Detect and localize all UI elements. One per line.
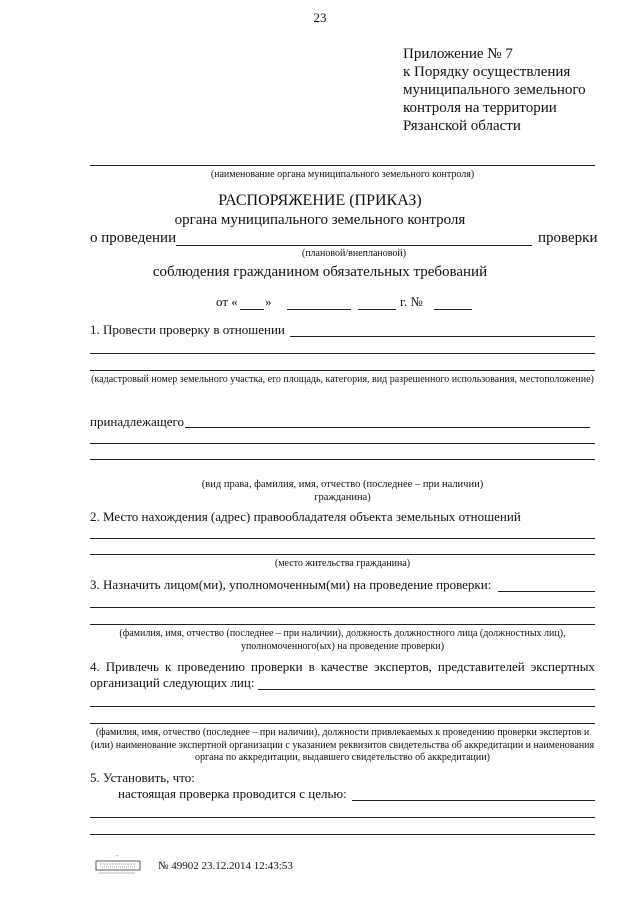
conduct-suffix: проверки <box>538 230 598 246</box>
section-1-fill-line <box>90 353 595 354</box>
purpose-fill-line <box>352 800 595 801</box>
section-4-fill-line <box>258 689 595 690</box>
purpose-fill-line <box>90 817 595 818</box>
belonging-fill-line <box>185 427 590 428</box>
belonging-caption: (вид права, фамилия, имя, отчество (последнее – при наличии) гражданина) <box>201 479 484 504</box>
date-month-line <box>287 309 351 310</box>
section-2-caption: (место жительства гражданина) <box>274 558 411 569</box>
page-number: 23 <box>313 10 327 25</box>
section-4-text-line2: организаций следующих лиц: <box>90 675 255 690</box>
section-2-fill-line <box>90 554 595 555</box>
appendix-line: контроля на территории <box>403 100 557 116</box>
appendix-line: к Порядку осуществления <box>403 64 571 80</box>
appendix-line: муниципального земельного <box>403 82 586 98</box>
authority-name-line <box>90 165 595 166</box>
section-3-caption: (фамилия, имя, отчество (последнее – при наличии), должность должностного лица (должностных лиц), уполномоченного(ых) на проведение проверки) <box>119 628 566 652</box>
year-number-label: г. № <box>400 294 423 309</box>
section-2-fill-line <box>90 538 595 539</box>
section-3-fill-line <box>498 591 595 592</box>
section-4-fill-line <box>90 723 595 724</box>
compliance-line: соблюдения гражданином обязательных требований <box>152 264 488 280</box>
appendix-line: Рязанской области <box>403 118 521 134</box>
appendix-line: Приложение № 7 <box>403 46 513 62</box>
section-1-fill-line <box>90 370 595 371</box>
order-number-line <box>434 309 472 310</box>
belonging-fill-line <box>90 459 595 460</box>
date-day-line <box>240 309 264 310</box>
date-prefix: от « <box>216 294 238 309</box>
section-4-fill-line <box>90 706 595 707</box>
section-1-text: 1. Провести проверку в отношении <box>90 322 285 337</box>
section-3-fill-line <box>90 607 595 608</box>
belonging-fill-line <box>90 443 595 444</box>
section-2-text: 2. Место нахождения (адрес) правообладателя объекта земельных отношений <box>90 509 521 524</box>
document-subtitle: органа муниципального земельного контроля <box>174 212 466 228</box>
purpose-label: настоящая проверка проводится с целью: <box>118 786 347 801</box>
inspection-type-line <box>176 245 532 246</box>
registration-stamp-icon <box>95 855 143 875</box>
inspection-type-caption: (плановой/внеплановой) <box>301 248 407 259</box>
svg-text:⌒: ⌒ <box>115 855 119 860</box>
document-title: РАСПОРЯЖЕНИЕ (ПРИКАЗ) <box>218 192 422 209</box>
registration-number: № 49902 23.12.2014 12:43:53 <box>158 860 293 872</box>
section-3-fill-line <box>90 624 595 625</box>
authority-caption: (наименование органа муниципального земельного контроля) <box>210 169 475 180</box>
section-1-caption: (кадастровый номер земельного участка, его площадь, категория, вид разрешенного использования, местоположение) <box>91 374 594 385</box>
belonging-label: принадлежащего <box>90 414 185 429</box>
purpose-fill-line <box>90 834 595 835</box>
section-1-fill-line <box>290 336 595 337</box>
date-quote-close: » <box>265 294 272 309</box>
appendix-block <box>403 45 586 135</box>
date-year-line <box>358 309 396 310</box>
section-4-text-line1: 4. Привлечь к проведению проверки в качестве экспертов, представителей экспертных <box>90 659 595 674</box>
section-5-text: 5. Установить, что: <box>90 770 195 785</box>
section-3-text: 3. Назначить лицом(ми), уполномоченным(ми) на проведение проверки: <box>90 577 492 592</box>
section-4-caption: (фамилия, имя, отчество (последнее – при наличии), должности привлекаемых к проведению проверки экспертов и (или) наименование экспертной организации с указанием реквизитов свидетельства об аккредитации и наименования органа по аккредитации, выдавшего свидетельство об аккредитации) <box>90 727 595 763</box>
conduct-prefix: о проведении <box>90 230 177 246</box>
